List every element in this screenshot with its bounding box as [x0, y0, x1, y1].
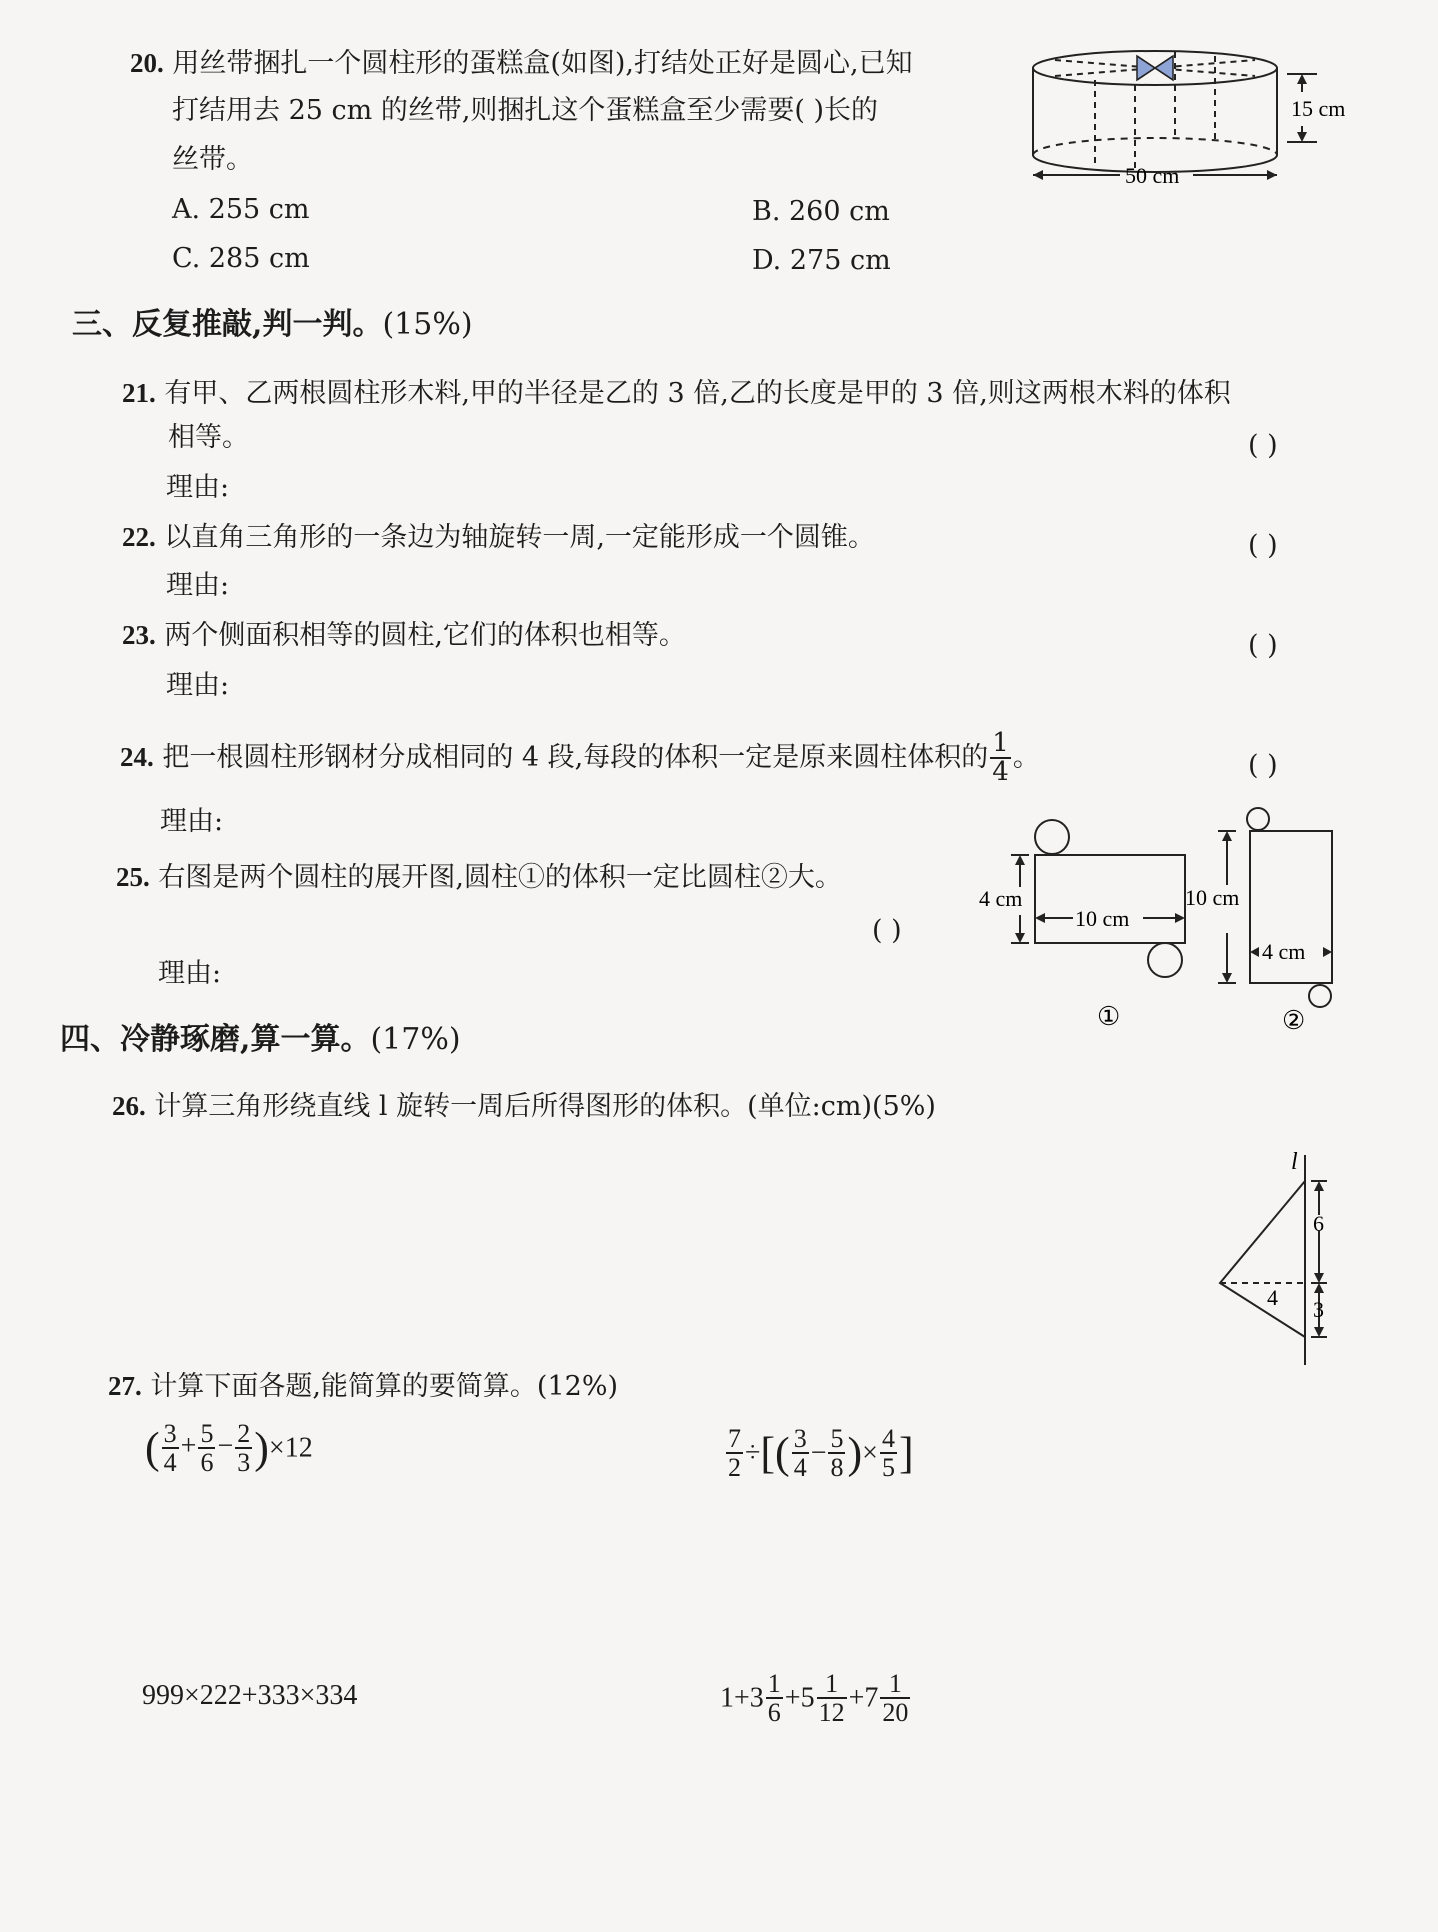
- q22-answer-paren[interactable]: ( ): [1248, 530, 1278, 561]
- q25-text: 右图是两个圆柱的展开图,圆柱①的体积一定比圆柱②大。: [158, 862, 842, 893]
- q26-triangle-figure: [1205, 1145, 1355, 1375]
- q26-text: 计算三角形绕直线 l 旋转一周后所得图形的体积。(单位:cm)(5%): [154, 1091, 936, 1122]
- q27-expression-1: ( $\frac{3}{4}$ + $\frac{5}{6}$ − $\frac{2}{3}$ )×12: [145, 1419, 313, 1478]
- q20-line2: 打结用去 25 cm 的丝带,则捆扎这个蛋糕盒至少需要( )长的: [172, 95, 879, 126]
- q27-expression-2: $\frac{7}{2}$ ÷[( $\frac{3}{4}$ − $\frac{5}{8}$ )× $\frac{4}{5}$ ]: [728, 1424, 914, 1483]
- q23-reason-label: 理由:: [166, 670, 230, 701]
- q21-number: 21.: [122, 378, 156, 408]
- section-4-percent: (17%): [370, 1022, 461, 1057]
- q26-side-3: 3: [1313, 1297, 1324, 1322]
- q20-diameter-label: 50 cm: [1125, 163, 1180, 188]
- q22-number: 22.: [122, 522, 156, 552]
- q26-line: [112, 1093, 936, 1120]
- q20-line3: 丝带。: [172, 144, 253, 175]
- section-3-percent: (15%): [382, 307, 473, 342]
- section-3-title: [72, 307, 473, 342]
- q20-number: 20.: [130, 48, 164, 78]
- q20-option-b[interactable]: B. 260 cm: [752, 196, 890, 227]
- q22-text: 以直角三角形的一条边为轴旋转一周,一定能形成一个圆锥。: [164, 522, 875, 553]
- q27-text: 计算下面各题,能简算的要简算。(12%): [150, 1371, 619, 1402]
- q22-reason-label: 理由:: [166, 570, 230, 601]
- q25-cylinder-nets-figure: [975, 805, 1355, 1040]
- q20-text-1: 用丝带捆扎一个圆柱形的蛋糕盒(如图),打结处正好是圆心,已知: [172, 48, 913, 79]
- q21-text-1: 有甲、乙两根圆柱形木料,甲的半径是乙的 3 倍,乙的长度是甲的 3 倍,则这两根木料的体积: [164, 378, 1231, 409]
- q24-number: 24.: [120, 741, 154, 772]
- q25-fig1-label: ①: [1097, 1002, 1121, 1031]
- q25-number: 25.: [116, 862, 150, 892]
- section-4-heading: 四、冷静琢磨,算一算。: [60, 1022, 371, 1057]
- q23-line: [122, 622, 686, 649]
- q24-reason-label: 理由:: [160, 806, 224, 837]
- q26-side-6: 6: [1313, 1211, 1324, 1236]
- q26-axis-label: l: [1291, 1149, 1298, 1175]
- bow-knot-icon: [1137, 56, 1173, 80]
- q20-option-d[interactable]: D. 275 cm: [752, 245, 891, 276]
- q24-end: 。: [1012, 741, 1040, 773]
- section-4-title: [60, 1022, 461, 1057]
- q25-reason-label: 理由:: [158, 958, 222, 989]
- q20-option-a[interactable]: A. 255 cm: [172, 194, 310, 225]
- q22-line: [122, 524, 875, 551]
- q20-option-c[interactable]: C. 285 cm: [172, 243, 310, 274]
- q25-answer-paren[interactable]: ( ): [872, 915, 902, 946]
- q24-fraction: $\frac{1}{4}$: [992, 728, 1009, 788]
- q20-height-label: 15 cm: [1291, 96, 1345, 121]
- q27-expression-3: 999×222+333×334: [142, 1680, 358, 1711]
- q24-line: [120, 730, 1040, 787]
- q21-reason-label: 理由:: [166, 472, 230, 503]
- q25-fig1-height: 4 cm: [979, 886, 1023, 911]
- q23-number: 23.: [122, 620, 156, 650]
- q25-fig2-width: 4 cm: [1262, 939, 1306, 964]
- q27-line: [108, 1373, 618, 1400]
- q27-number: 27.: [108, 1371, 142, 1401]
- q27-expression-4: 1+3 $\frac{1}{6}$ +5 $\frac{1}{12}$ +7 $\frac{1}{20}$: [720, 1669, 909, 1728]
- q24-text: 把一根圆柱形钢材分成相同的 4 段,每段的体积一定是原来圆柱体积的: [162, 741, 989, 773]
- q21-answer-paren[interactable]: ( ): [1248, 430, 1278, 461]
- q20-cake-box-figure: [1025, 40, 1345, 190]
- section-3-heading: 三、反复推敲,判一判。: [72, 307, 383, 342]
- q25-fig2-height: 10 cm: [1185, 885, 1240, 910]
- q25-fig1-width: 10 cm: [1075, 906, 1130, 931]
- q25-fig2-label: ②: [1282, 1006, 1306, 1035]
- q26-side-4: 4: [1267, 1285, 1278, 1310]
- q24-answer-paren[interactable]: ( ): [1248, 750, 1278, 781]
- q21-line2: 相等。: [168, 422, 249, 453]
- q23-text: 两个侧面积相等的圆柱,它们的体积也相等。: [164, 620, 686, 651]
- q20-line1: [130, 50, 913, 77]
- q26-number: 26.: [112, 1091, 146, 1121]
- q23-answer-paren[interactable]: ( ): [1248, 630, 1278, 661]
- q21-line1: [122, 380, 1231, 407]
- q25-line: [116, 864, 842, 891]
